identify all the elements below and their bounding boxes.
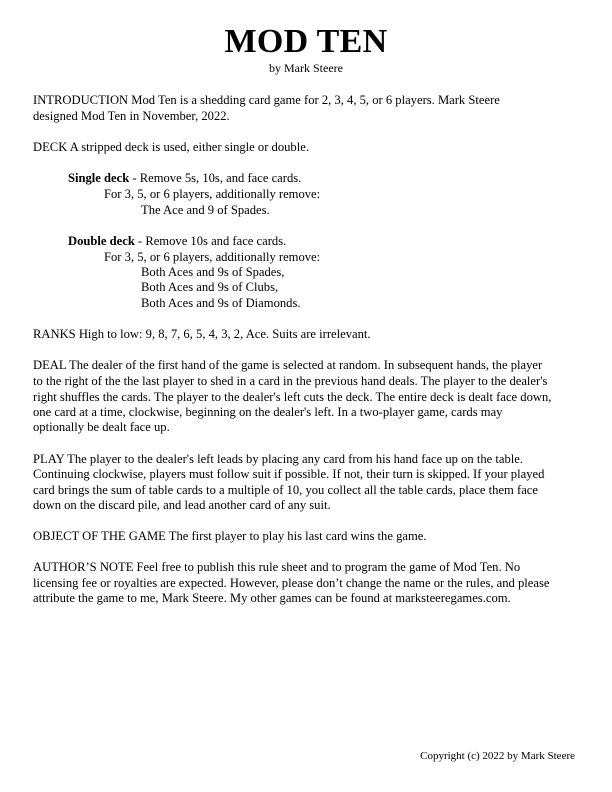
double-deck-label: Double deck [68,234,135,248]
authors-note-line: licensing fee or royalties are expected. However, please don’t change the name or the rules, and please [33,576,550,590]
double-deck-item: Both Aces and 9s of Clubs, [141,280,279,294]
deal-line: one card at a time, clockwise, beginning on the dealer's left. In a two-player game, cards may [33,405,503,419]
single-deck-label: Single deck [68,171,130,185]
authors-note-line: AUTHOR’S NOTE Feel free to publish this rule sheet and to program the game of Mod Ten. No [33,560,521,574]
double-deck-item: Both Aces and 9s of Diamonds. [141,296,301,310]
play-line: down on the discard pile, and lead another card of any suit. [33,498,331,512]
introduction-line: designed Mod Ten in November, 2022. [33,109,230,123]
deal-line: optionally be dealt face up. [33,420,170,434]
double-deck-rule [68,233,286,249]
object-paragraph: OBJECT OF THE GAME The first player to play his last card wins the game. [33,529,427,543]
authors-note-line: attribute the game to me, Mark Steere. My other games can be found at marksteeregames.com. [33,591,511,605]
page-title: MOD TEN [224,23,388,60]
introduction-line: INTRODUCTION Mod Ten is a shedding card game for 2, 3, 4, 5, or 6 players. Mark Steere [33,93,500,107]
deal-line: right shuffles the cards. The player to the dealer's left cuts the deck. The entire deck is dealt face down, [33,390,552,404]
single-deck-item: The Ace and 9 of Spades. [141,203,270,217]
single-deck-text: - Remove 5s, 10s, and face cards. [129,171,302,185]
deal-line: to the right of the the last player to shed in a card in the previous hand deals. The player to the dealer's [33,374,548,388]
copyright-notice: Copyright (c) 2022 by Mark Steere [420,750,575,762]
single-deck-sub: For 3, 5, or 6 players, additionally remove: [104,187,321,201]
double-deck-text: - Remove 10s and face cards. [134,234,287,248]
deal-line: DEAL The dealer of the first hand of the game is selected at random. In subsequent hands, the player [33,358,543,372]
double-deck-item: Both Aces and 9s of Spades, [141,265,285,279]
play-line: card brings the sum of table cards to a multiple of 10, you collect all the table cards, place them face [33,483,538,497]
deck-intro: DECK A stripped deck is used, either single or double. [33,140,309,154]
byline: by Mark Steere [269,61,343,75]
play-line: Continuing clockwise, players must follow suit if possible. If not, their turn is skipped. If your played [33,467,545,481]
double-deck-sub: For 3, 5, or 6 players, additionally remove: [104,250,321,264]
single-deck-rule [68,170,301,186]
ranks-paragraph: RANKS High to low: 9, 8, 7, 6, 5, 4, 3, 2, Ace. Suits are irrelevant. [33,327,371,341]
play-line: PLAY The player to the dealer's left leads by placing any card from his hand face up on the table. [33,452,523,466]
